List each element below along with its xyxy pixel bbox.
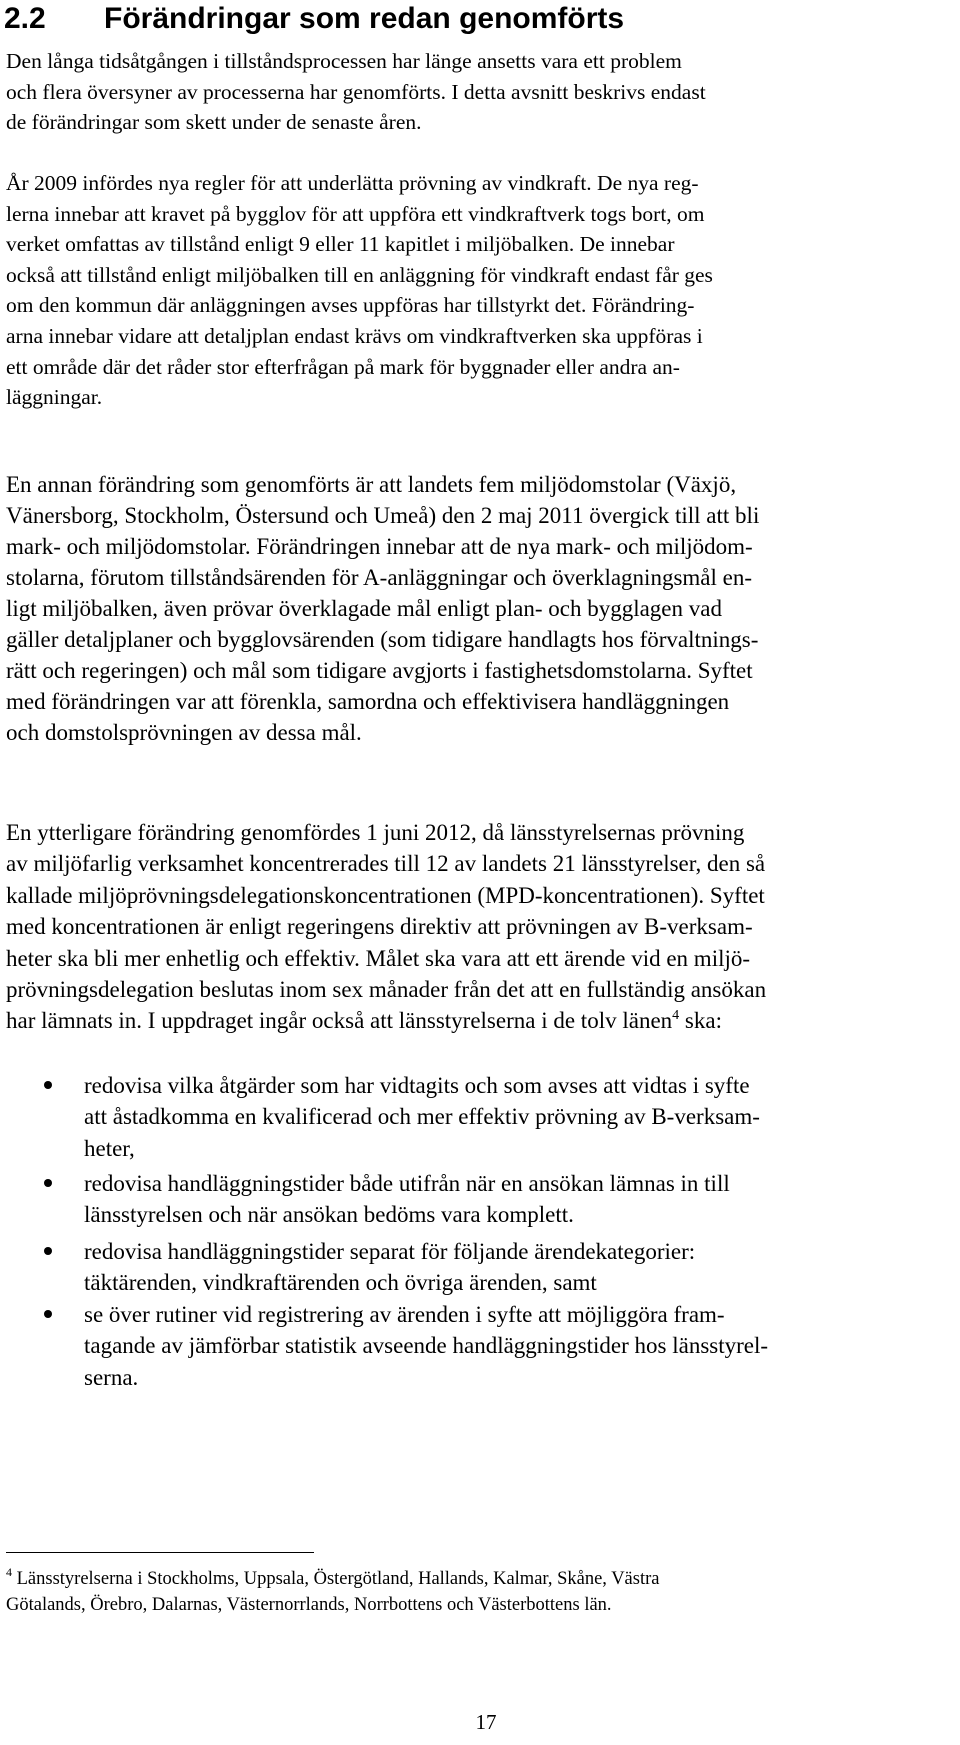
page-number: 17 bbox=[475, 1710, 497, 1734]
paragraph-line: Den långa tidsåtgången i tillståndsprocessen har länge ansetts vara ett problem bbox=[6, 49, 682, 73]
paragraph-line: prövningsdelegation beslutas inom sex månader från det att en fullständig ansökan bbox=[6, 977, 767, 1003]
footnote-reference[interactable]: 4 bbox=[672, 1008, 680, 1024]
paragraph-courts bbox=[6, 469, 954, 748]
footnote-mark: 4 bbox=[6, 1565, 12, 1579]
paragraph-line: om den kommun där anläggningen avses uppföras har tillstyrkt det. Förändring- bbox=[6, 293, 695, 318]
paragraph-line: År 2009 infördes nya regler för att underlätta prövning av vindkraft. De nya reg- bbox=[6, 171, 699, 195]
footnote-line bbox=[6, 1566, 954, 1592]
footnote-text: Länsstyrelserna i Stockholms, Uppsala, Östergötland, Hallands, Kalmar, Skåne, Västra bbox=[12, 1569, 660, 1589]
paragraph-line: Vänersborg, Stockholm, Östersund och Umeå) den 2 maj 2011 övergick till att bli bbox=[6, 503, 760, 528]
list-item bbox=[0, 1070, 760, 1164]
paragraph-line-with-footnote-ref bbox=[6, 1005, 954, 1036]
list-item-line: serna. bbox=[84, 1364, 139, 1390]
section-title: Förändringar som redan genomförts bbox=[104, 2, 625, 35]
paragraph-line: verket omfattas av tillstånd enligt 9 eller 11 kapitlet i miljöbalken. De innebar bbox=[6, 232, 675, 257]
list-item-line: länsstyrelsen och när ansökan bedöms vara komplett. bbox=[84, 1202, 574, 1228]
paragraph-intro bbox=[6, 46, 954, 138]
paragraph-line: med förändringen var att förenkla, samordna och effektivisera handläggningen bbox=[6, 689, 730, 714]
paragraph-line: En annan förändring som genomförts är att landets fem miljödomstolar (Växjö, bbox=[6, 472, 737, 497]
paragraph-wind-power bbox=[6, 168, 954, 413]
paragraph-line: ligt miljöbalken, även prövar överklagade mål enligt plan- och bygglagen vad bbox=[6, 596, 722, 621]
paragraph-line: läggningar. bbox=[6, 385, 103, 410]
paragraph-line: av miljöfarlig verksamhet koncentrerades till 12 av landets 21 länsstyrelser, den så bbox=[6, 851, 766, 877]
footnote bbox=[6, 1566, 954, 1618]
paragraph-line: mark- och miljödomstolar. Förändringen innebar att de nya mark- och miljödom- bbox=[6, 534, 753, 559]
list-item-line: redovisa handläggningstider både utifrån när en ansökan lämnas in till bbox=[84, 1171, 730, 1196]
paragraph-line: kallade miljöprövningsdelegationskoncentrationen (MPD-koncentrationen). Syftet bbox=[6, 882, 765, 908]
paragraph-line: gäller detaljplaner och bygglovsärenden (som tidigare handlagts hos förvaltnings- bbox=[6, 627, 759, 652]
paragraph-line-text: har lämnats in. I uppdraget ingår också att länsstyrelserna i de tolv länen bbox=[6, 1008, 673, 1034]
list-item-line: redovisa handläggningstider separat för följande ärendekategorier: bbox=[84, 1239, 696, 1264]
list-item-line: redovisa vilka åtgärder som har vidtagits och som avses att vidtas i syfte bbox=[84, 1073, 750, 1098]
paragraph-line: och domstolsprövningen av dessa mål. bbox=[6, 720, 362, 745]
paragraph-line: stolarna, förutom tillståndsärenden för A-anläggningar och överklagningsmål en- bbox=[6, 565, 753, 590]
list-item-line: täktärenden, vindkraftärenden och övriga ärenden, samt bbox=[84, 1270, 597, 1296]
list-item bbox=[0, 1236, 695, 1299]
list-item-line: se över rutiner vid registrering av ärenden i syfte att möjliggöra fram- bbox=[84, 1302, 725, 1327]
paragraph-line-text-end: ska: bbox=[679, 1008, 722, 1034]
section-number: 2.2 bbox=[4, 2, 46, 35]
list-item bbox=[0, 1168, 730, 1231]
list-item-line: att åstadkomma en kvalificerad och mer effektiv prövning av B-verksam- bbox=[84, 1104, 760, 1130]
bullet-icon bbox=[44, 1081, 52, 1089]
list-item-line: tagande av jämförbar statistik avseende handläggningstider hos länsstyrel- bbox=[84, 1333, 769, 1359]
paragraph-line: och flera översyner av processerna har genomförts. I detta avsnitt beskrivs endast bbox=[6, 79, 706, 104]
list-item bbox=[0, 1299, 768, 1393]
paragraph-line: lerna innebar att kravet på bygglov för att uppföra ett vindkraftverk togs bort, om bbox=[6, 201, 705, 226]
paragraph-line: arna innebar vidare att detaljplan endast krävs om vindkraftverken ska uppföras i bbox=[6, 323, 703, 348]
paragraph-line: med koncentrationen är enligt regeringens direktiv att prövningen av B-verksam- bbox=[6, 914, 753, 940]
bullet-icon bbox=[44, 1310, 52, 1318]
footnote-divider bbox=[6, 1552, 314, 1553]
footnote-line: Götalands, Örebro, Dalarnas, Västernorrlands, Norrbottens och Västerbottens län. bbox=[6, 1595, 612, 1615]
section-heading bbox=[4, 2, 624, 36]
paragraph-line: de förändringar som skett under de senaste åren. bbox=[6, 110, 422, 134]
paragraph-mpd bbox=[6, 817, 954, 1037]
paragraph-line: rätt och regeringen) och mål som tidigare avgjorts i fastighetsdomstolarna. Syftet bbox=[6, 658, 753, 683]
paragraph-line: också att tillstånd enligt miljöbalken till en anläggning för vindkraft endast får ges bbox=[6, 262, 713, 287]
paragraph-line: En ytterligare förändring genomfördes 1 juni 2012, då länsstyrelsernas prövning bbox=[6, 820, 745, 845]
bullet-icon bbox=[44, 1247, 52, 1255]
list-item-line: heter, bbox=[84, 1135, 135, 1161]
paragraph-line: heter ska bli mer enhetlig och effektiv. Målet ska vara att ett ärende vid en miljö- bbox=[6, 945, 751, 971]
bullet-icon bbox=[44, 1179, 52, 1187]
paragraph-line: ett område där det råder stor efterfrågan på mark för byggnader eller andra an- bbox=[6, 354, 680, 379]
